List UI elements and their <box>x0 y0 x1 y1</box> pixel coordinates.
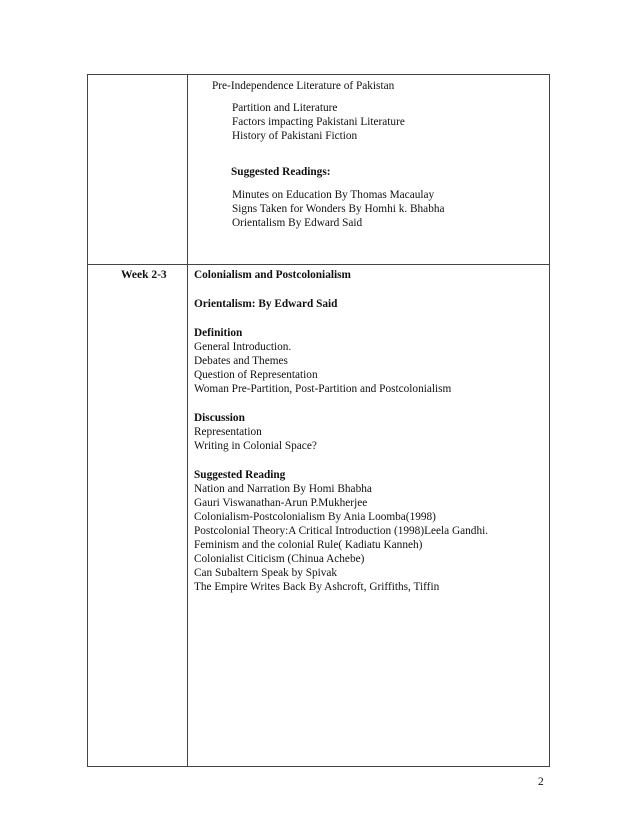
table-row-top <box>88 75 550 265</box>
reading-item: Colonialism-Postcolonialism By Ania Loomba(1998) <box>194 511 436 523</box>
week-title: Colonialism and Postcolonialism <box>194 269 351 281</box>
table-row-week <box>88 265 550 767</box>
reading-item: Feminism and the colonial Rule( Kadiatu Kanneh) <box>194 539 423 551</box>
definition-item: Debates and Themes <box>194 355 288 367</box>
discussion-item: Representation <box>194 426 262 438</box>
reading-item: Colonialist Citicism (Chinua Achebe) <box>194 553 365 565</box>
week-cell-empty <box>88 75 188 265</box>
topic-item: Factors impacting Pakistani Literature <box>232 116 405 128</box>
reading-item: Gauri Viswanathan-Arun P.Mukherjee <box>194 497 368 509</box>
reading-item: Nation and Narration By Homi Bhabha <box>194 483 372 495</box>
topic-item: Partition and Literature <box>232 102 338 114</box>
reading-item: Orientalism By Edward Said <box>232 217 363 229</box>
reading-item: Postcolonial Theory:A Critical Introduction (1998)Leela Gandhi. <box>194 525 489 537</box>
reading-item: The Empire Writes Back By Ashcroft, Griffiths, Tiffin <box>194 581 440 593</box>
week-content-cell <box>188 265 550 767</box>
definition-title: Definition <box>194 327 243 339</box>
reading-item: Signs Taken for Wonders By Homhi k. Bhabha <box>232 203 445 215</box>
section-heading: Pre-Independence Literature of Pakistan <box>212 80 395 92</box>
week-cell <box>88 265 188 767</box>
definition-item: Woman Pre-Partition, Post-Partition and Postcolonialism <box>194 383 452 395</box>
week-subtitle: Orientalism: By Edward Said <box>194 298 338 310</box>
suggested-reading-title: Suggested Reading <box>194 469 286 481</box>
reading-item: Minutes on Education By Thomas Macaulay <box>232 189 435 201</box>
discussion-title: Discussion <box>194 412 245 424</box>
week-label: Week 2-3 <box>121 269 167 281</box>
discussion-item: Writing in Colonial Space? <box>194 440 317 452</box>
reading-item: Can Subaltern Speak by Spivak <box>194 567 338 579</box>
definition-item: General Introduction. <box>194 341 292 353</box>
page-number: 2 <box>538 776 544 788</box>
syllabus-table <box>87 74 550 767</box>
definition-item: Question of Representation <box>194 369 318 381</box>
topic-item: History of Pakistani Fiction <box>232 130 358 142</box>
top-content-cell <box>188 75 550 265</box>
suggested-readings-title: Suggested Readings: <box>231 166 331 178</box>
